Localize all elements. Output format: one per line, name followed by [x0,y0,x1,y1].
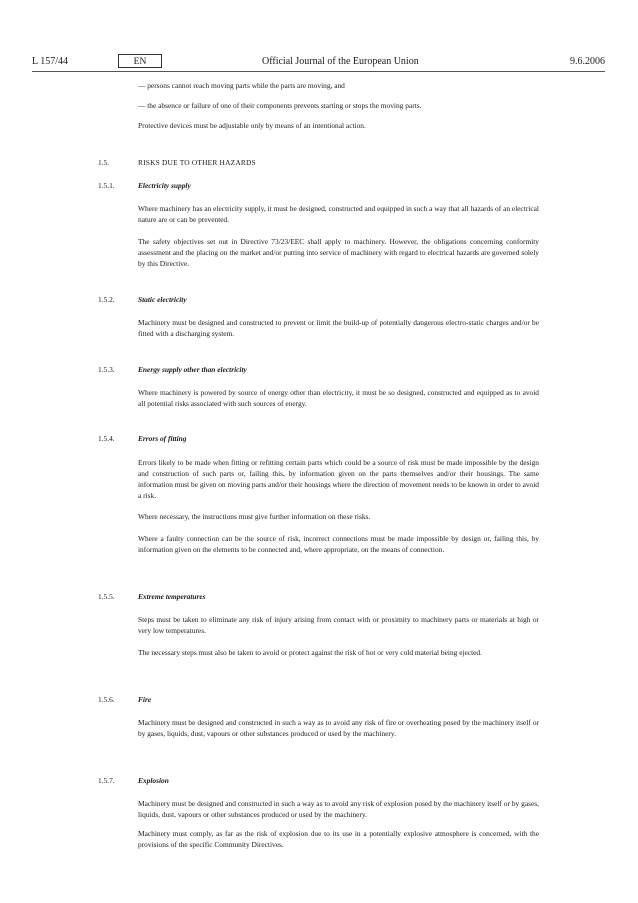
subsection-number: 1.5.7. [98,776,115,785]
publication-date: 9.6.2006 [570,56,605,67]
language-badge: EN [118,54,162,68]
paragraph: The safety objectives set out in Directive 73/23/EEC shall apply to machinery. However, the obligations concerning conformity assessment and the placing on the market and/or putting into service of machinery with regard to electrical hazards are governed solely by this Directive. [138,237,539,268]
subsection-title: Static electricity [138,295,187,304]
section-title: RISKS DUE TO OTHER HAZARDS [138,158,256,167]
paragraph: Errors likely to be made when fitting or refitting certain parts which could be a source of risk must be made impossible by the design and construction of such parts or, failing this, by information given on the parts themselves and/or their housings. The same information must be given on moving parts and/or their housings where the direction of movement needs to be known in order to avoid a risk. [138,458,539,500]
subsection-number: 1.5.1. [98,181,115,190]
page-reference: L 157/44 [32,56,69,67]
paragraph: Where necessary, the instructions must give further information on these risks. [138,512,371,521]
subsection-number: 1.5.6. [98,695,115,704]
subsection-title: Electricity supply [138,181,191,190]
subsection-number: 1.5.2. [98,295,115,304]
subsection-title: Errors of fitting [138,434,187,443]
paragraph: Machinery must comply, as far as the risk of explosion due to its use in a potentially explosive atmosphere is concerned, with the provisions of the specific Community Directives. [138,829,539,849]
subsection-number: 1.5.3. [98,365,115,374]
subsection-title: Fire [138,695,152,704]
journal-title: Official Journal of the European Union [262,56,419,67]
intro-dash-1: — persons cannot reach moving parts while the parts are moving, and [138,81,345,90]
paragraph: Where machinery is powered by source of energy other than electricity, it must be so designed, constructed and equipped as to avoid all potential risks associated with such sources of energy. [138,388,539,408]
paragraph: Steps must be taken to eliminate any risk of injury arising from contact with or proximity to machinery parts or materials at high or very low temperatures. [138,615,539,635]
section-number: 1.5. [98,158,110,167]
subsection-title: Explosion [138,776,169,785]
page-header [32,56,605,70]
paragraph: Where machinery has an electricity supply, it must be designed, constructed and equipped in such a way that all hazards of an electrical nature are or can be prevented. [138,204,539,224]
paragraph: Machinery must be designed and constructed in such a way as to avoid any risk of fire or overheating posed by the machinery itself or by gases, liquids, dust, vapours or other substances produced or used by the machinery. [138,718,539,738]
paragraph: Machinery must be designed and constructed to prevent or limit the build-up of potentially dangerous electro-static charges and/or be fitted with a discharging system. [138,318,539,338]
intro-paragraph: Protective devices must be adjustable only by means of an intentional action. [138,121,366,130]
paragraph: Machinery must be designed and constructed in such a way as to avoid any risk of explosion posed by the machinery itself or by gases, liquids, dust, vapours or other substances produced or used by the machinery. [138,799,539,819]
intro-dash-2: — the absence or failure of one of their components prevents starting or stops the moving parts. [138,101,422,110]
subsection-title: Energy supply other than electricity [138,365,247,374]
header-rule [32,71,605,72]
paragraph: Where a faulty connection can be the source of risk, incorrect connections must be made impossible by design or, failing this, by information given on the elements to be connected and, where appropriate, on the means of connection. [138,534,539,554]
subsection-title: Extreme temperatures [138,592,206,601]
subsection-number: 1.5.4. [98,434,115,443]
subsection-number: 1.5.5. [98,592,115,601]
paragraph: The necessary steps must also be taken to avoid or protect against the risk of hot or very cold material being ejected. [138,648,482,657]
